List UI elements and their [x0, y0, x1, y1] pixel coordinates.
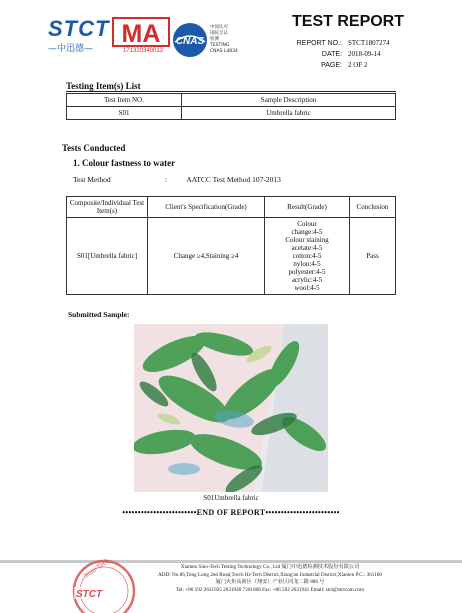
report-title: TEST REPORT	[292, 13, 405, 30]
stct-logo	[48, 18, 110, 54]
table-header-row	[67, 94, 396, 107]
column-header: Composite/Individual Test Item(s)	[67, 197, 148, 218]
footer-address	[120, 564, 420, 594]
date-label: DATE:	[321, 51, 342, 58]
stamp-brand: STCT	[76, 589, 103, 600]
submitted-sample-label: Submitted Sample:	[68, 310, 130, 319]
table-cell: S01	[67, 107, 182, 120]
test-subtitle: 1. Colour fastness to water	[73, 158, 176, 168]
test-method-label: Test Method	[73, 175, 111, 184]
table-cell-spec: Change ≥4,Staining ≥4	[148, 218, 265, 295]
table-header-row	[67, 197, 396, 218]
cnas-logo	[172, 22, 246, 62]
report-no: STCT1807274	[348, 39, 390, 47]
table-cell-item: S01[Umbrella fabric]	[67, 218, 148, 295]
column-header: Test Item NO.	[67, 94, 182, 107]
report-meta	[276, 38, 390, 71]
results-table	[66, 196, 396, 295]
report-no-label: REPORT NO.:	[296, 40, 342, 47]
footer-contact: Tel: +86 592 2631925 2631940 7201068 Fax: +86 592 2631941 Email: stct@stctcom.com	[175, 586, 365, 593]
testing-items-table	[66, 93, 396, 120]
testing-items-title: Testing Item(s) List	[66, 81, 141, 91]
end-of-report: ••••••••••••••••••••••••END OF REPORT••••••••••••••••••••••••	[122, 508, 340, 517]
table-cell: Umbrella fabric	[182, 107, 396, 120]
ma-certification-logo	[112, 17, 174, 61]
test-method-sep: :	[164, 175, 167, 184]
column-header: Client's Specification(Grade)	[148, 197, 265, 218]
ma-mark: MA	[112, 17, 170, 47]
column-header: Result(Grade)	[265, 197, 350, 218]
report-date: 2018-09-14	[348, 50, 381, 58]
divider	[66, 91, 396, 92]
table-row	[67, 218, 396, 295]
leaf-fabric-image	[134, 324, 328, 492]
cnas-text: 中国认可 国际互认 检测 TESTING CNAS L4834	[210, 25, 238, 54]
ma-number: 171320340013	[122, 48, 164, 54]
stamp-text: Sino-Tech	[82, 556, 111, 580]
sample-photo	[134, 324, 328, 492]
table-cell-result: Colour change:4-5 Colour staining acetate:4-5 cotton:4-5 nylon:4-5 polyester:4-5 acrylic:4-5 wool:4-5	[265, 218, 350, 295]
table-row	[67, 107, 396, 120]
sample-caption: S01Umbrella fabric	[203, 494, 259, 502]
test-method-row	[73, 175, 281, 184]
page-number: 2 OF 2	[348, 61, 368, 69]
footer-company: Xiamen Sino-Tech Testing Technology Co., Ltd 厦门中迅德检测技术股份有限公司	[180, 564, 360, 570]
page-label: PAGE:	[321, 62, 342, 69]
test-method-value: AATCC Test Method 107-2013	[186, 175, 281, 184]
table-cell-conclusion: Pass	[350, 218, 396, 295]
footer-address-en: ADD: No.86,Tong Long 2nd Road,Torch Hi-Tech District,Xiang'an Industrial District,Xiamen P.C.: 361100	[158, 571, 382, 578]
cnas-mark: CNAS	[175, 36, 205, 47]
column-header: Conclusion	[350, 197, 396, 218]
tests-conducted-title: Tests Conducted	[62, 143, 126, 153]
cnas-emblem-icon	[172, 22, 208, 58]
footer-address-cn: 厦门火炬高新区（翔安）产业区同龙二路 886 号	[215, 579, 325, 585]
column-header: Sample Description	[182, 94, 396, 107]
stct-chinese-name: —中迅德—	[48, 44, 94, 54]
stct-brand: STCT	[48, 16, 110, 41]
